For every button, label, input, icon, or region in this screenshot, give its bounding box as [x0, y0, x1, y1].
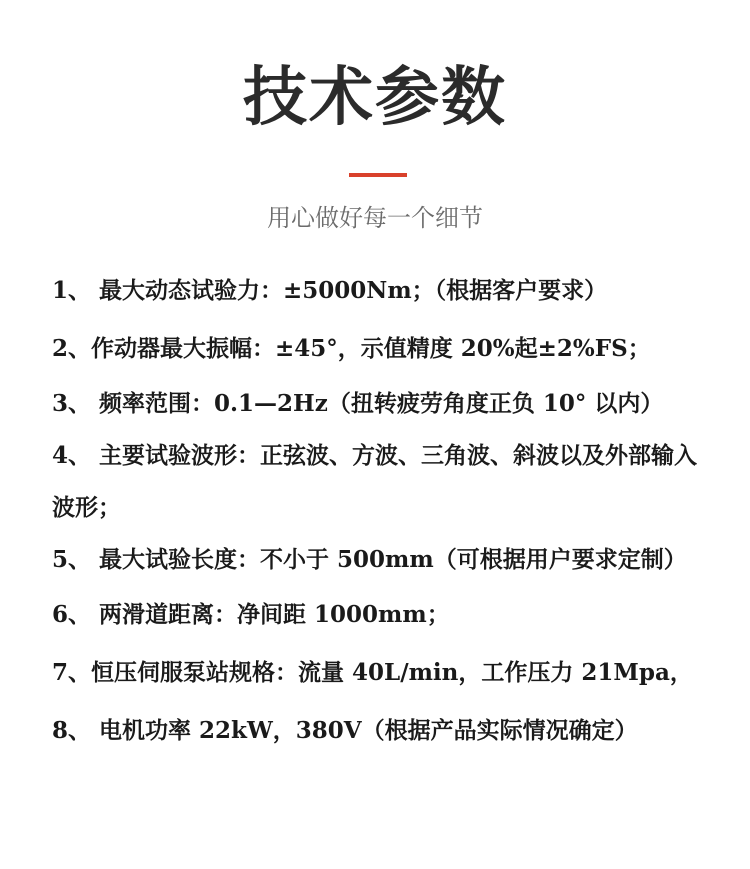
- spec-item-4: 4、 主要试验波形：正弦波、方波、三角波、斜波以及外部输入波形；: [52, 442, 698, 521]
- spec-item-6: 6、 两滑道距离：净间距 1000mm；: [52, 601, 450, 628]
- spec-item-1: 1、 最大动态试验力：±5000Nm；（根据客户要求）: [52, 277, 608, 304]
- spec-item-3: 3、 频率范围：0.1—2Hz（扭转疲劳角度正负 10° 以内）: [52, 390, 664, 417]
- spec-item-7: 7、恒压伺服泵站规格：流量 40L/min，工作压力 21Mpa，: [52, 659, 693, 686]
- spec-item-2: 2、作动器最大振幅：±45°，示值精度 20%起±2%FS；: [52, 335, 651, 362]
- spec-item-5: 5、 最大试验长度：不小于 500mm（可根据用户要求定制）: [52, 546, 687, 573]
- spec-list: [52, 262, 712, 760]
- page-title: 技术参数: [243, 61, 507, 135]
- title-underline-divider: [349, 173, 407, 177]
- spec-item-8: 8、 电机功率 22kW，380V（根据产品实际情况确定）: [52, 717, 638, 744]
- page-subtitle: 用心做好每一个细节: [267, 204, 483, 232]
